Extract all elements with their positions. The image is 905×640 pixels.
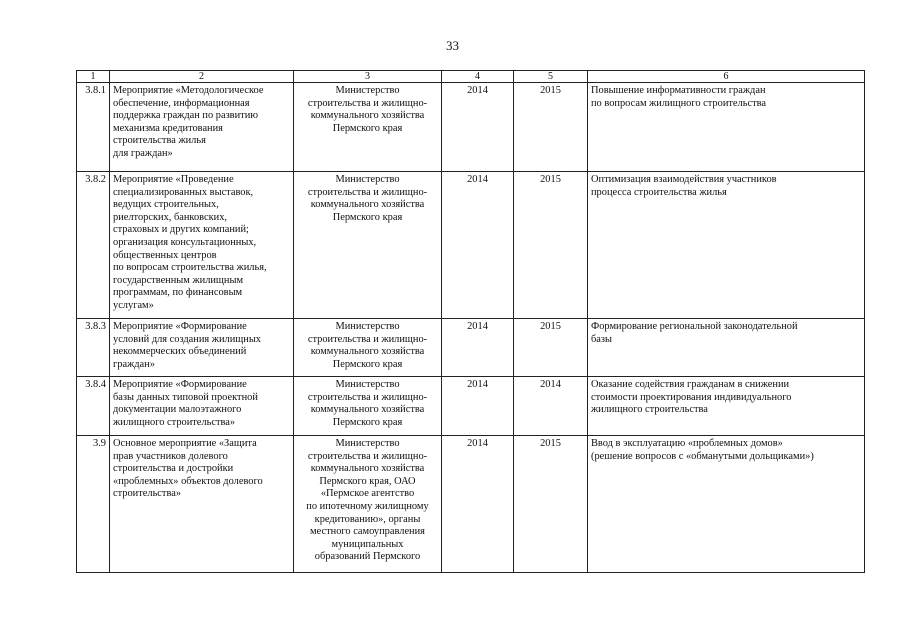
executor	[294, 83, 442, 172]
start-year	[442, 319, 514, 377]
cell-text: 2014	[540, 379, 561, 390]
cell-line: стоимости проектирования индивидуального	[591, 391, 792, 403]
item-number	[77, 83, 110, 172]
start-year	[442, 83, 514, 172]
table-row	[77, 377, 865, 436]
cell-line: коммунального хозяйства	[310, 346, 425, 358]
program-table	[76, 70, 865, 573]
cell-line: Ввод в эксплуатацию «проблемных домов»	[591, 438, 783, 449]
cell-line: коммунального хозяйства	[310, 199, 425, 211]
cell-line: условий для создания жилищных	[113, 333, 262, 345]
cell-line: базы	[591, 333, 612, 345]
cell-line: страховых и других компаний;	[113, 224, 249, 236]
cell-line: процесса строительства жилья	[591, 186, 727, 198]
expected-result	[588, 436, 865, 573]
cell-text: 2014	[467, 379, 488, 390]
event-name	[110, 83, 294, 172]
cell-line: по ипотечному жилищному	[306, 500, 429, 512]
cell-text: 2014	[467, 321, 488, 332]
expected-result	[588, 83, 865, 172]
table-row	[77, 319, 865, 377]
cell-text: 2014	[467, 438, 488, 449]
cell-line: (решение вопросов с «обманутыми дольщиками»)	[591, 450, 814, 462]
item-number	[77, 377, 110, 436]
cell-line: строительства и жилищно-	[307, 450, 428, 462]
executor	[294, 172, 442, 319]
cell-line: Оптимизация взаимодействия участников	[591, 174, 777, 185]
column-header: 4	[442, 71, 514, 83]
cell-line: Мероприятие «Формирование	[113, 379, 247, 390]
cell-line: по вопросам жилищного строительства	[591, 97, 766, 109]
column-header: 5	[514, 71, 588, 83]
cell-line: Министерство	[335, 321, 400, 332]
cell-text: 2015	[540, 85, 561, 96]
cell-line: строительства и жилищно-	[307, 333, 428, 345]
cell-line: программам, по финансовым	[113, 287, 243, 299]
cell-line: механизма кредитования	[113, 122, 223, 134]
cell-line: Пермского края	[332, 211, 403, 223]
end-year	[514, 377, 588, 436]
column-header: 3	[294, 71, 442, 83]
cell-text: 2014	[467, 85, 488, 96]
cell-line: некоммерческих объединений	[113, 346, 247, 358]
item-number	[77, 319, 110, 377]
cell-line: Мероприятие «Методологическое	[113, 85, 264, 96]
cell-line: Пермского края	[332, 416, 403, 428]
start-year	[442, 172, 514, 319]
executor	[294, 436, 442, 573]
cell-line: «Пермское агентство	[320, 488, 415, 500]
expected-result	[588, 172, 865, 319]
cell-line: коммунального хозяйства	[310, 110, 425, 122]
cell-line: ведущих строительных,	[113, 199, 219, 211]
cell-line: Мероприятие «Формирование	[113, 321, 247, 332]
cell-text: 2015	[540, 321, 561, 332]
cell-text: 3.8.4	[85, 379, 106, 390]
executor	[294, 319, 442, 377]
end-year	[514, 83, 588, 172]
cell-line: обеспечение, информационная	[113, 97, 250, 109]
cell-line: прав участников долевого	[113, 450, 228, 462]
start-year	[442, 377, 514, 436]
cell-line: поддержка граждан по развитию	[113, 110, 259, 122]
cell-line: риелторских, банковских,	[113, 211, 227, 223]
cell-line: документации малоэтажного	[113, 404, 242, 416]
cell-line: услугам»	[113, 299, 154, 311]
cell-line: строительства и жилищно-	[307, 391, 428, 403]
item-number	[77, 172, 110, 319]
cell-text: 2015	[540, 174, 561, 185]
cell-line: строительства и жилищно-	[307, 97, 428, 109]
cell-text: 3.9	[93, 438, 106, 449]
cell-line: муниципальных	[331, 538, 404, 550]
cell-line: Оказание содействия гражданам в снижении	[591, 379, 790, 390]
page-number: 33	[446, 38, 459, 53]
cell-line: Мероприятие «Проведение	[113, 174, 234, 185]
cell-line: «проблемных» объектов долевого	[113, 475, 263, 487]
cell-line: по вопросам строительства жилья,	[113, 262, 267, 274]
cell-line: организация консультационных,	[113, 236, 257, 248]
cell-line: Пермского края	[332, 358, 403, 370]
cell-line: Формирование региональной законодательной	[591, 321, 798, 332]
start-year	[442, 436, 514, 573]
end-year	[514, 436, 588, 573]
end-year	[514, 319, 588, 377]
cell-line: государственным жилищным	[113, 274, 244, 286]
cell-text: 2014	[467, 174, 488, 185]
cell-text: 2015	[540, 438, 561, 449]
table-row	[77, 172, 865, 319]
cell-line: базы данных типовой проектной	[113, 391, 258, 403]
cell-line: Министерство	[335, 85, 400, 96]
table-row	[77, 436, 865, 573]
expected-result	[588, 319, 865, 377]
cell-line: жилищного строительства	[591, 404, 708, 416]
cell-line: Пермского края, ОАО	[319, 475, 416, 487]
cell-line: Министерство	[335, 174, 400, 185]
cell-line: Министерство	[335, 438, 400, 449]
column-header: 6	[588, 71, 865, 83]
cell-line: для граждан»	[113, 147, 173, 159]
cell-line: Министерство	[335, 379, 400, 390]
cell-line: строительства и достройки	[113, 463, 234, 475]
cell-line: кредитованию», органы	[314, 513, 421, 525]
item-number	[77, 436, 110, 573]
cell-line: строительства жилья	[113, 135, 206, 147]
cell-line: Основное мероприятие «Защита	[113, 438, 257, 449]
end-year	[514, 172, 588, 319]
cell-text: 3.8.3	[85, 321, 106, 332]
event-name	[110, 377, 294, 436]
column-header: 1	[77, 71, 110, 83]
cell-line: коммунального хозяйства	[310, 404, 425, 416]
cell-line: Повышение информативности граждан	[591, 85, 766, 96]
cell-line: специализированных выставок,	[113, 186, 254, 198]
cell-line: строительства»	[113, 488, 182, 500]
cell-line: коммунального хозяйства	[310, 463, 425, 475]
cell-line: Пермского края	[332, 122, 403, 134]
cell-text: 3.8.1	[85, 85, 106, 96]
column-header: 2	[110, 71, 294, 83]
table-row	[77, 83, 865, 172]
cell-line: граждан»	[113, 358, 155, 370]
event-name	[110, 319, 294, 377]
cell-line: жилищного строительства»	[113, 416, 236, 428]
event-name	[110, 172, 294, 319]
table-body	[77, 83, 865, 573]
cell-line: образований Пермского	[314, 551, 421, 563]
executor	[294, 377, 442, 436]
cell-line: строительства и жилищно-	[307, 186, 428, 198]
header-row	[77, 71, 865, 83]
cell-text: 3.8.2	[85, 174, 106, 185]
expected-result	[588, 377, 865, 436]
event-name	[110, 436, 294, 573]
cell-line: местного самоуправления	[310, 526, 425, 538]
cell-line: общественных центров	[113, 249, 217, 261]
